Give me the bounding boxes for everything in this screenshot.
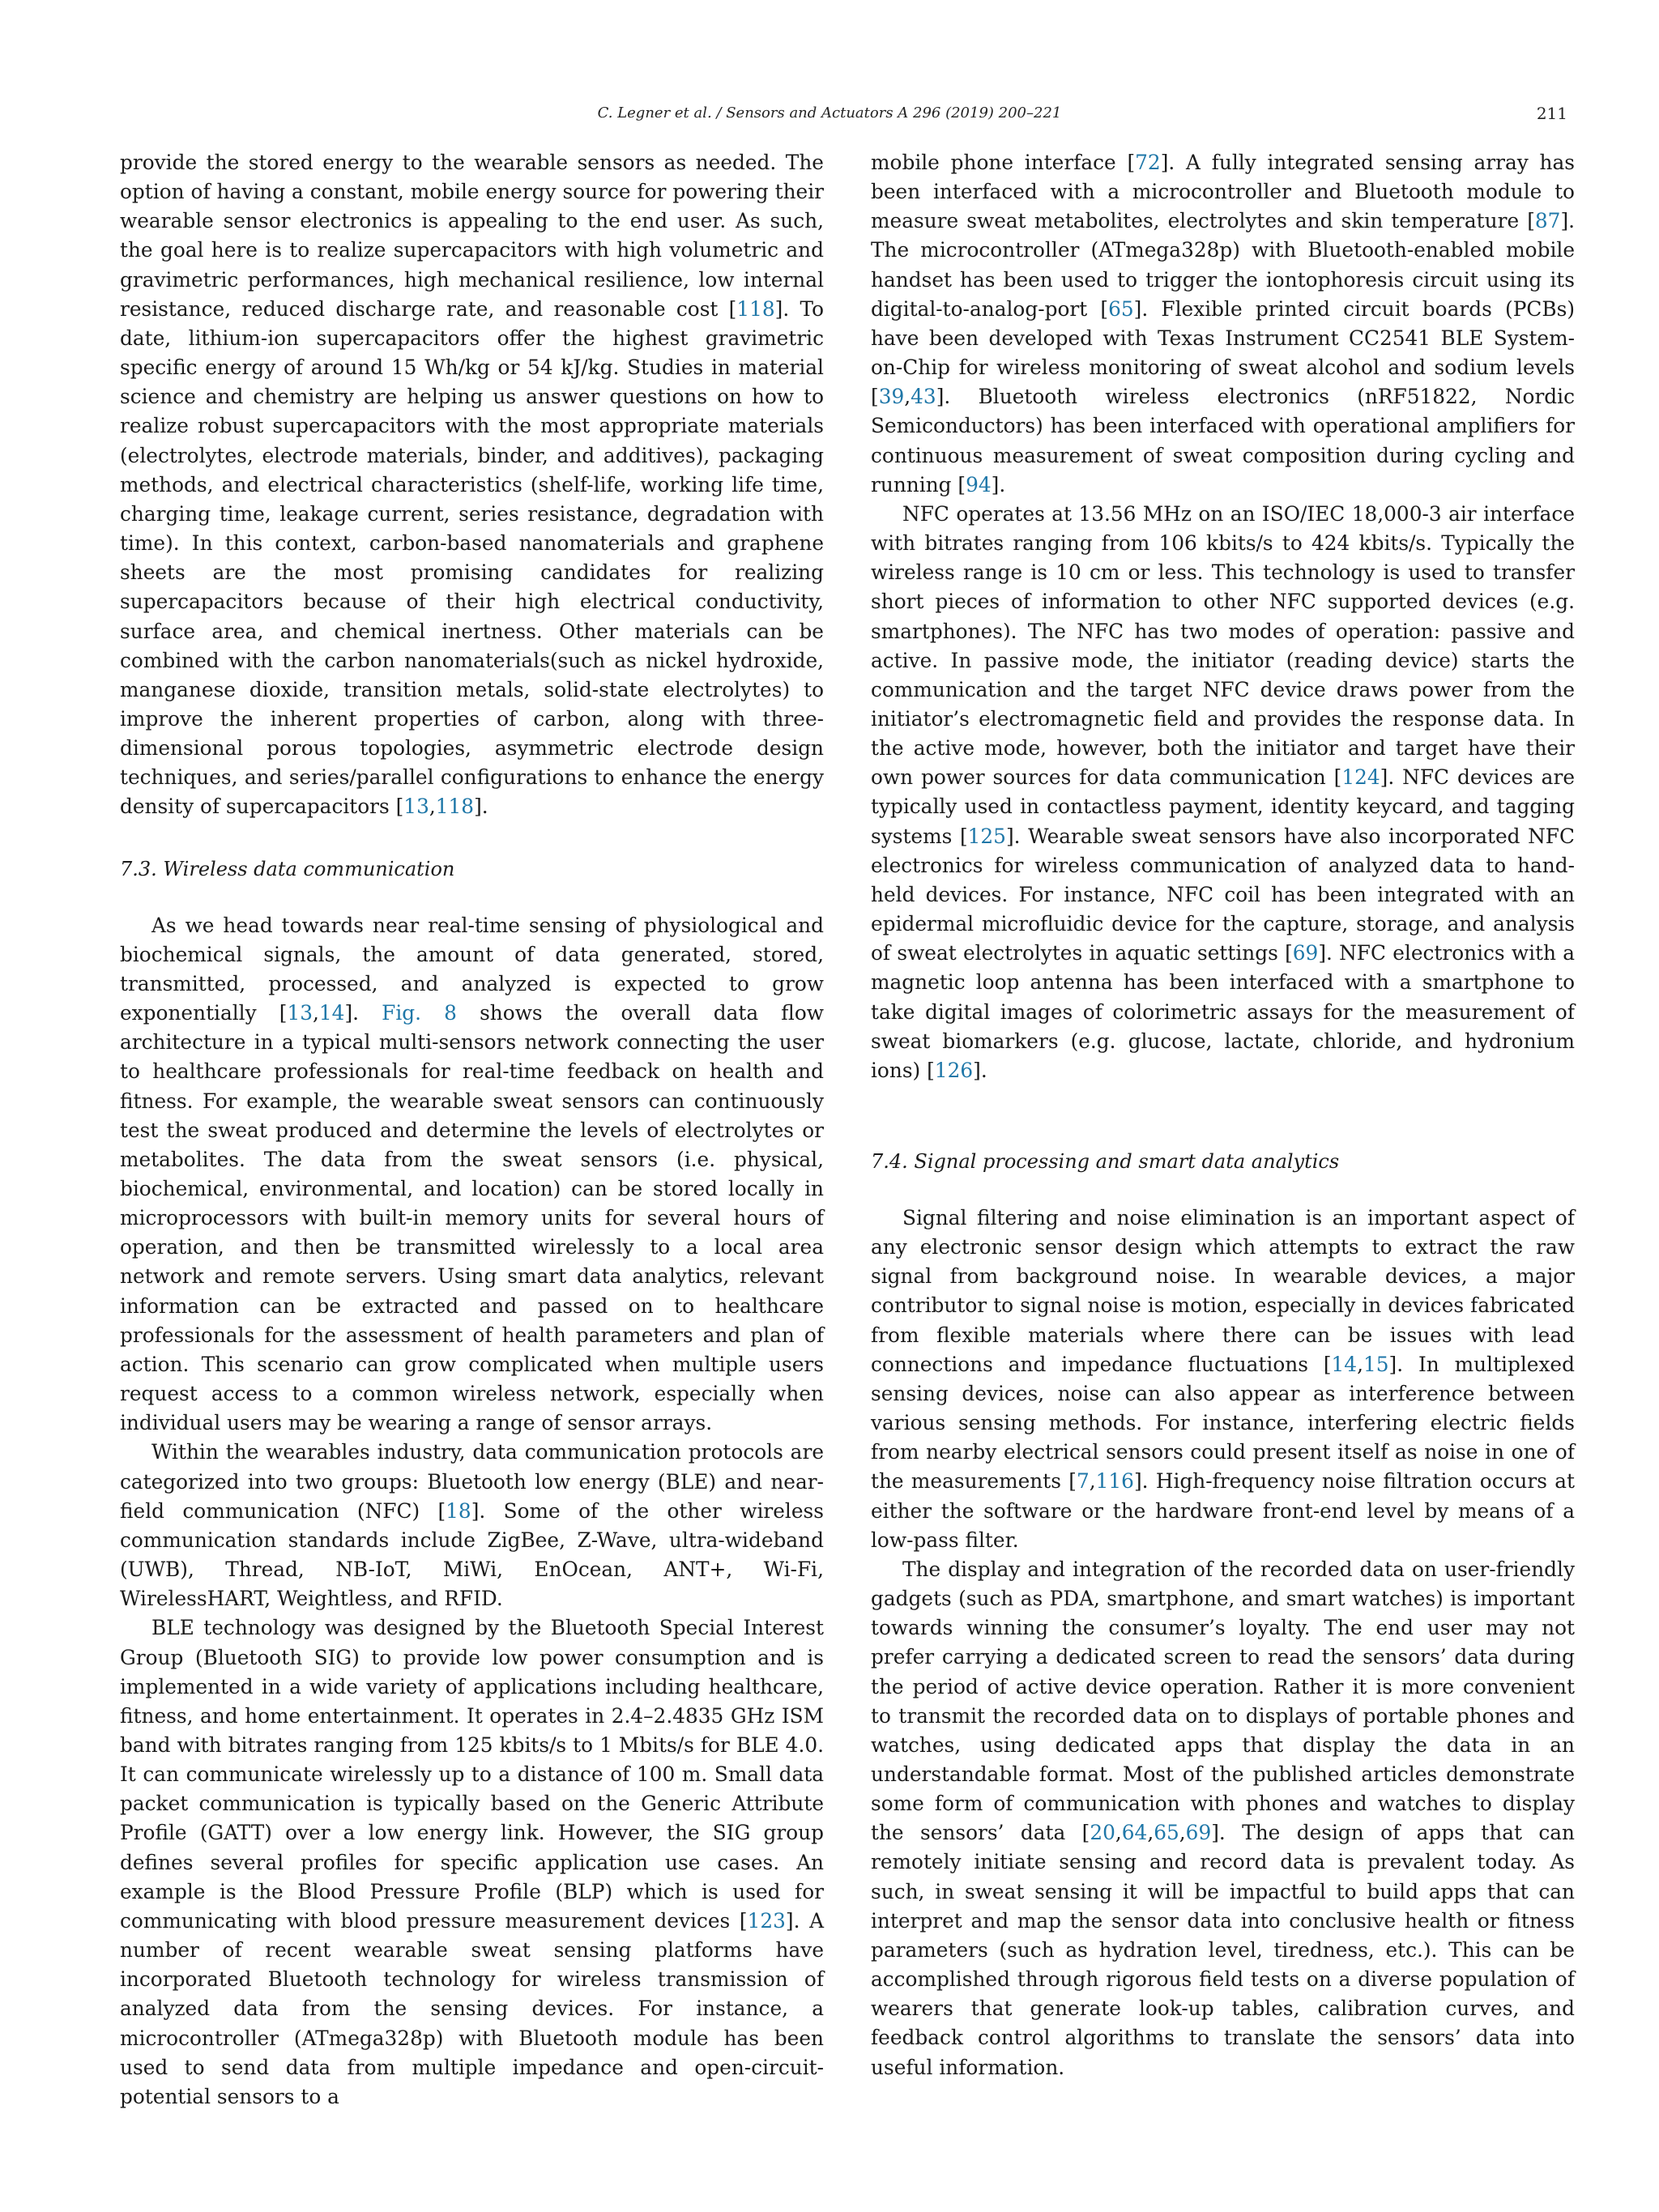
citation-link[interactable]: 126 [934, 1058, 974, 1082]
citation-link[interactable]: 14 [318, 1001, 345, 1025]
page-number: 211 [1536, 104, 1567, 123]
citation-link[interactable]: 69 [1185, 1821, 1212, 1845]
citation-link[interactable]: 116 [1095, 1469, 1134, 1494]
citation-link[interactable]: 13 [403, 795, 429, 819]
citation-link[interactable]: 65 [1154, 1821, 1179, 1845]
figure-reference-link[interactable]: Fig. 8 [382, 1001, 457, 1025]
section-heading-7-4: 7.4. Signal processing and smart data analytics [871, 1150, 1340, 1173]
citation-link[interactable]: 118 [736, 296, 775, 321]
citation-link[interactable]: 118 [435, 795, 475, 819]
citation-link[interactable]: 69 [1292, 941, 1319, 965]
paragraph-supercapacitors: provide the stored energy to the wearable sensors as needed. The option of having a constant, mobile energy source for powering their wearable sensor electronics is appealing to the end user. As such, the goal here is to realize supercapacitors with high volumetric and gravimetric performances, high mechanical resilience, low internal resistance, reduced discharge rate, and reasonable cost [118]. To date, lithium-ion supercapacitors offer the highest gravimetric specific energy of around 15 Wh/kg or 54 kJ/kg. Studies in material science and chemistry are helping us answer questions on how to realize robust supercapacitors with the most appropriate materials (electrolytes, electrode materials, binder, and additives), packaging methods, and electrical characteristics (shelf-life, working life time, charging time, leakage current, series resistance, degradation with time). In this context, carbon-based nanomaterials and graphene sheets are the most promising candidates for realizing supercapacitors because of their high electrical conductivity, surface area, and chemical inertness. Other materials can be combined with the carbon nanomaterials(such as nickel hydroxide, manganese dioxide, transition metals, solid-state electrolytes) to improve the inherent properties of carbon, along with three-dimensional porous topologies, asymmetric electrode design techniques, and series/parallel configurations to enhance the energy density of supercapacitors [13,118]. [120, 151, 824, 819]
citation-link[interactable]: 18 [446, 1498, 471, 1523]
citation-link[interactable]: 15 [1363, 1352, 1389, 1376]
paragraph-ble: BLE technology was designed by the Bluetooth Special Interest Group (Bluetooth SIG) to provide low power consumption and is implemented in a wide variety of applications including healthcare, fitness, and home entertainment. It operates in 2.4–2.4835 GHz ISM band with bitrates ranging from 125 kbits/s to 1 Mbits/s for BLE 4.0. It can communicate wirelessly up to a distance of 100 m. Small data packet communication is typically based on the Generic Attribute Profile (GATT) over a low energy link. However, the SIG group defines several profiles for specific application use cases. An example is the Blood Pressure Profile (BLP) which is used for communicating with blood pressure measurement devices [123]. A number of recent wearable sweat sensing platforms have incorporated Bluetooth technology for wireless transmission of analyzed data from the sensing devices. For instance, a microcontroller (ATmega328p) with Bluetooth module has been used to send data from multiple impedance and open-circuit-potential sensors to a [120, 1616, 824, 2108]
paragraph-signal-filtering: Signal filtering and noise elimination is an important aspect of any electronic sensor design which attempts to extract the raw signal from background noise. In wearable devices, a major contributor to signal noise is motion, especially in devices fabricated from flexible materials where there can be issues with lead connections and impedance fluctuations [14,15]. In multiplexed sensing devices, noise can also appear as interference between various sensing methods. For instance, interfering electric fields from nearby electrical sensors could present itself as noise in one of the measurements [7,116]. High-frequency noise filtration occurs at either the software or the hardware front-end level by means of a low-pass filter. [871, 1206, 1575, 1552]
citation-link[interactable]: 65 [1108, 296, 1134, 321]
paragraph-display-integration: The display and integration of the recorded data on user-friendly gadgets (such as PDA, smartphone, and smart watches) is important towards winning the consumer’s loyalty. The end user may not prefer carrying a dedicated screen to read the sensors’ data during the period of active device operation. Rather it is more convenient to transmit the recorded data on to displays of portable phones and watches, using dedicated apps that display the data in an understandable format. Most of the published articles demonstrate some form of communication with phones and watches to display the sensors’ data [20,64,65,69]. The design of apps that can remotely initiate sensing and record data is prevalent today. As such, in sweat sensing it will be impactful to build apps that can interpret and map the sensor data into conclusive health or fitness parameters (such as hydration level, tiredness, etc.). This can be accomplished through rigorous field tests on a diverse population of wearers that generate look-up tables, calibration curves, and feedback control algorithms to translate the sensors’ data into useful information. [871, 1557, 1575, 2079]
citation-link[interactable]: 43 [911, 385, 936, 409]
citation-link[interactable]: 125 [967, 824, 1006, 848]
paragraph-data-flow: As we head towards near real-time sensing of physiological and biochemical signals, the amount of data generated, stored, transmitted, processed, and analyzed is expected to grow exponentially [13,14]. Fig. 8 shows the overall data flow architecture in a typical multi-sensors network connecting the user to healthcare professionals for real-time feedback on health and fitness. For example, the wearable sweat sensors can continuously test the sweat produced and determine the levels of electrolytes or metabolites. The data from the sweat sensors (i.e. physical, biochemical, environmental, and location) can be stored locally in microprocessors with built-in memory units for several hours of operation, and then be transmitted wirelessly to a local area network and remote servers. Using smart data analytics, relevant information can be extracted and passed on to healthcare professionals for the assessment of health parameters and plan of action. This scenario can grow complicated when multiple users request access to a common wireless network, especially when individual users may be wearing a range of sensor arrays. [120, 913, 824, 1435]
citation-link[interactable]: 7 [1076, 1469, 1090, 1494]
paragraph-nfc: NFC operates at 13.56 MHz on an ISO/IEC 18,000-3 air interface with bitrates ranging from 106 kbits/s to 424 kbits/s. Typically the wireless range is 10 cm or less. This technology is used to transfer short pieces of information to other NFC supported devices (e.g. smartphones). The NFC has two modes of operation: passive and active. In passive mode, the initiator (reading device) starts the communication and the target NFC device draws power from the initiator’s electromagnetic field and provides the response data. In the active mode, however, both the initiator and target have their own power sources for data communication [124]. NFC devices are typically used in contactless payment, identity keycard, and tagging systems [125]. Wearable sweat sensors have also incorporated NFC electronics for wireless communication of analyzed data to hand-held devices. For instance, NFC coil has been integrated with an epidermal microfluidic device for the capture, storage, and analysis of sweat electrolytes in aquatic settings [69]. NFC electronics with a magnetic loop antenna has been interfaced with a smartphone to take digital images of colorimetric assays for the measurement of sweat biomarkers (e.g. glucose, lactate, chloride, and hydronium ions) [126]. [871, 501, 1576, 1082]
citation-link[interactable]: 94 [966, 472, 992, 497]
running-header-title: C. Legner et al. / Sensors and Actuators A 296 (2019) 200–221 [597, 104, 1062, 121]
right-column [871, 148, 1575, 2082]
citation-link[interactable]: 87 [1534, 209, 1561, 233]
running-header [0, 100, 1659, 127]
citation-link[interactable]: 72 [1135, 151, 1161, 174]
citation-link[interactable]: 14 [1331, 1352, 1358, 1376]
citation-link[interactable]: 64 [1121, 1821, 1148, 1845]
citation-link[interactable]: 123 [747, 1908, 786, 1933]
citation-link[interactable]: 13 [287, 1001, 313, 1025]
section-heading-7-3: 7.3. Wireless data communication [120, 857, 455, 880]
left-column [120, 148, 824, 2112]
citation-link[interactable]: 39 [878, 385, 905, 409]
citation-link[interactable]: 124 [1341, 765, 1380, 790]
citation-link[interactable]: 20 [1090, 1821, 1115, 1845]
paragraph-bluetooth-platforms: mobile phone interface [72]. A fully integrated sensing array has been interfaced with a microcontroller and Bluetooth module to measure sweat metabolites, electrolytes and skin temperature [87]. The microcontroller (ATmega328p) with Bluetooth-enabled mobile handset has been used to trigger the iontophoresis circuit using its digital-to-analog-port [65]. Flexible printed circuit boards (PCBs) have been developed with Texas Instrument CC2541 BLE System-on-Chip for wireless monitoring of sweat alcohol and sodium levels [39,43]. Bluetooth wireless electronics (nRF51822, Nordic Semiconductors) has been interfaced with operational amplifiers for continuous measurement of sweat composition during cycling and running [94]. [871, 151, 1576, 497]
paragraph-protocols: Within the wearables industry, data communication protocols are categorized into two groups: Bluetooth low energy (BLE) and near-field communication (NFC) [18]. Some of the other wireless communication standards include ZigBee, Z-Wave, ultra-wideband (UWB), Thread, NB-IoT, MiWi, EnOcean, ANT+, Wi-Fi, WirelessHART, Weightless, and RFID. [120, 1440, 824, 1611]
